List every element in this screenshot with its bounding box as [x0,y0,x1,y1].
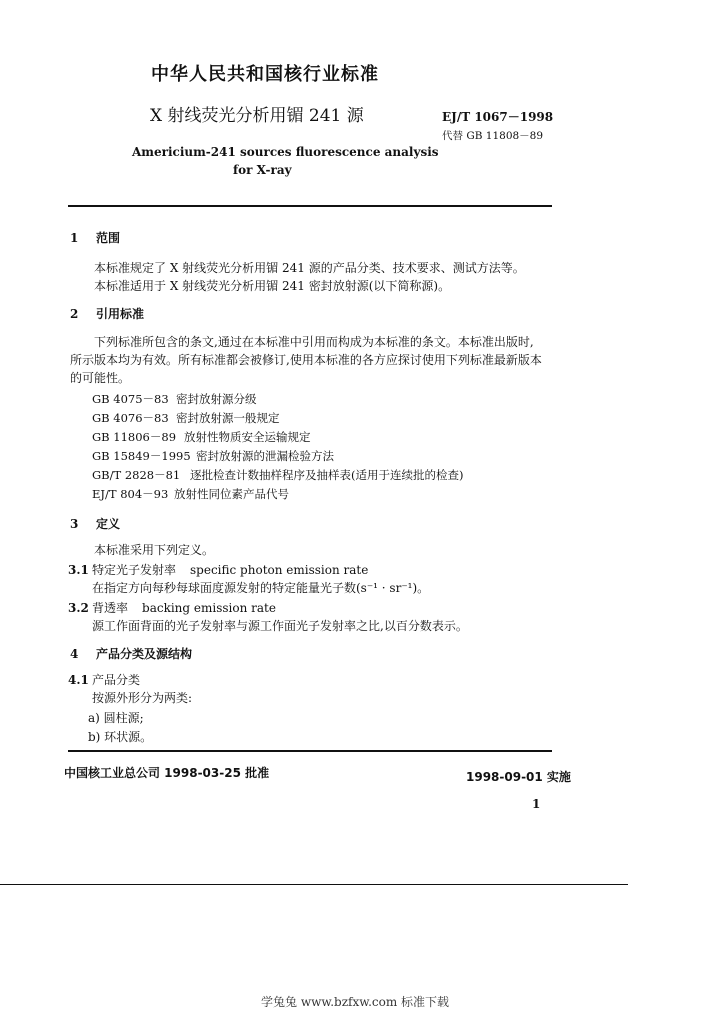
definition-3-1-heading [68,560,368,580]
watermark-link[interactable]: 学兔兔 www.bzfxw.com 标准下载 [261,995,450,1009]
reference-name: 密封放射源分级 [176,392,257,406]
definition-3-1-english: specific photon emission rate [190,563,369,577]
subsection-4-1-number: 4.1 [68,673,89,687]
reference-item [92,410,280,426]
reference-name: 逐批检查计数抽样程序及抽样表(适用于连续批的检查) [190,468,464,482]
page-bottom-rule [0,884,628,885]
effective-date-line: 1998-09-01 实施 [466,770,571,784]
section-3-number: 3 [70,517,79,531]
section-1-title: 范围 [96,231,121,245]
definition-3-1-number: 3.1 [68,563,89,577]
definition-3-2-number: 3.2 [68,601,89,615]
section-3-intro: 本标准采用下列定义。 [94,543,215,557]
standard-number: EJ/T 1067－1998 [442,110,554,124]
reference-name: 放射性同位素产品代号 [174,487,289,501]
section-2-paragraph-line3: 的可能性。 [70,371,131,385]
subsection-4-1-heading [68,670,140,690]
footer-divider [68,750,552,752]
document-title-cn: X 射线荧光分析用镅 241 源 [150,106,364,126]
section-1-heading [70,229,120,246]
section-2-paragraph-line2: 所示版本均为有效。所有标准都会被修订,使用本标准的各方应探讨使用下列标准最新版本 [70,353,542,367]
reference-code: GB 11806－89 [92,430,177,444]
definition-3-2-text: 源工作面背面的光子发射率与源工作面光子发射率之比,以百分数表示。 [92,619,468,633]
section-3-title: 定义 [96,517,121,531]
definition-3-1-text: 在指定方向每秒每球面度源发射的特定能量光子数(s⁻¹ · sr⁻¹)。 [92,581,430,595]
section-1-paragraph-2: 本标准适用于 X 射线荧光分析用镅 241 密封放射源(以下简称源)。 [94,279,451,293]
reference-code: GB 15849－1995 [92,449,191,463]
reference-code: GB 4075－83 [92,392,169,406]
reference-item [92,429,311,445]
reference-name: 放射性物质安全运输规定 [184,430,311,444]
definition-3-2-term: 背透率 [92,601,129,615]
section-2-number: 2 [70,307,79,321]
section-1-number: 1 [70,231,79,245]
section-4-heading [70,645,192,662]
subsection-4-1-text: 按源外形分为两类: [92,691,193,705]
section-1-paragraph-1: 本标准规定了 X 射线荧光分析用镅 241 源的产品分类、技术要求、测试方法等。 [94,261,525,275]
reference-name: 密封放射源的泄漏检验方法 [196,449,334,463]
document-title-en-line1: Americium-241 sources fluorescence analysis [132,145,439,159]
header-divider [68,205,552,207]
section-2-paragraph-line1: 下列标准所包含的条文,通过在本标准中引用而构成为本标准的条文。本标准出版时, [94,335,534,349]
reference-item [92,448,334,464]
definition-3-2-english: backing emission rate [142,601,276,615]
section-3-heading [70,515,120,532]
page-number: 1 [532,797,541,811]
reference-name: 密封放射源一般规定 [176,411,280,425]
org-line: 中华人民共和国核行业标准 [151,64,379,85]
definition-3-1-term: 特定光子发射率 [92,563,177,577]
list-item-b: b) 环状源。 [88,730,153,744]
section-4-title: 产品分类及源结构 [96,647,193,661]
replaces-standard: 代替 GB 11808－89 [442,130,544,142]
subsection-4-1-title: 产品分类 [92,673,141,687]
list-item-a: a) 圆柱源; [88,711,144,725]
section-4-number: 4 [70,647,79,661]
section-2-title: 引用标准 [96,307,145,321]
section-2-heading [70,305,144,322]
document-title-en-line2: for X-ray [233,163,292,177]
reference-item [92,391,257,407]
reference-code: GB/T 2828－81 [92,468,181,482]
reference-item [92,486,289,502]
approval-line: 中国核工业总公司 1998-03-25 批准 [64,766,270,780]
reference-code: EJ/T 804－93 [92,487,169,501]
reference-item [92,467,463,483]
reference-code: GB 4076－83 [92,411,169,425]
definition-3-2-heading [68,598,276,618]
